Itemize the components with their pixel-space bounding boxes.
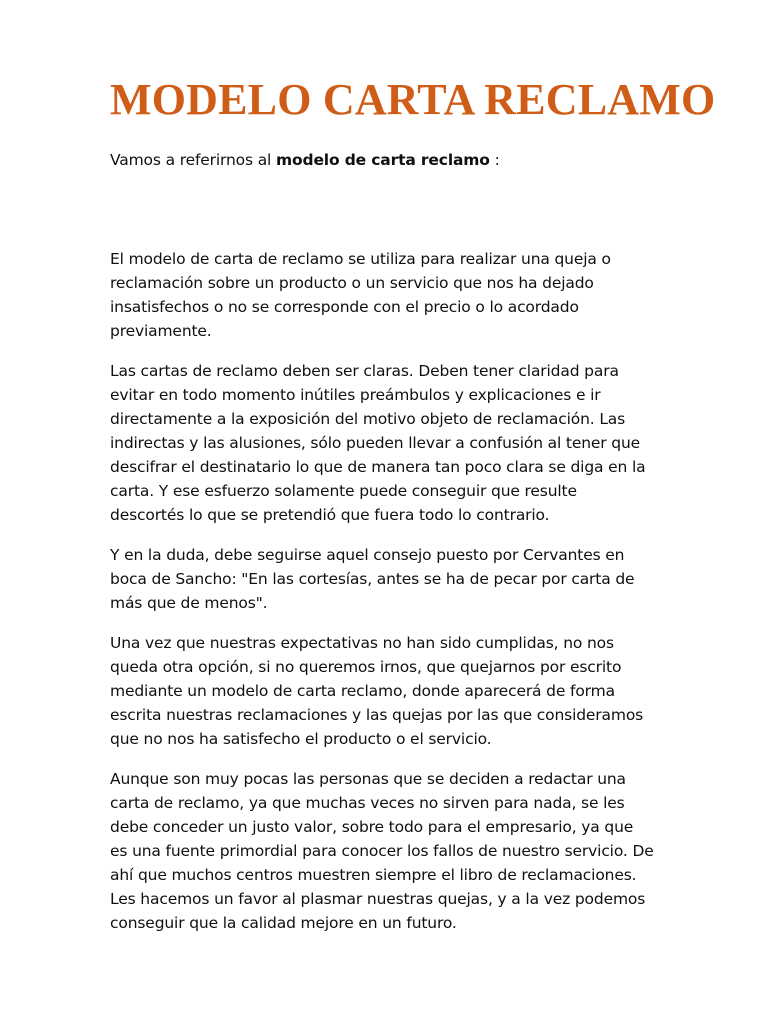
body-paragraph: El modelo de carta de reclamo se utiliza para realizar una queja o reclamación sobre un producto o un servicio que nos ha dejado insatisfechos o no se corresponde con el precio o lo acordado previamente.: [110, 250, 611, 340]
body-paragraph: Una vez que nuestras expectativas no han sido cumplidas, no nos queda otra opción, si no queremos irnos, que quejarnos por escrito mediante un modelo de carta reclamo, donde aparecerá de forma escrita nuestras reclamaciones y las quejas por las que consideramos que no nos ha satisfecho el producto o el servicio.: [110, 634, 644, 748]
body-paragraph: Aunque son muy pocas las personas que se deciden a redactar una carta de reclamo, ya que muchas veces no sirven para nada, se les debe conceder un justo valor, sobre todo para el empresario, ya que es una fuente primordial para conocer los fallos de nuestro servicio. De ahí que muchos centros muestren siempre el libro de reclamaciones. Les hacemos un favor al plasmar nuestras quejas, y a la vez podemos conseguir que la calidad mejore en un futuro.: [110, 770, 654, 932]
lead-emphasis-text: modelo de carta reclamo: [276, 151, 490, 169]
body-paragraph: Y en la duda, debe seguirse aquel consejo puesto por Cervantes en boca de Sancho: "En las cortesías, antes se ha de pecar por carta de más que de menos".: [110, 546, 635, 612]
document-body: [110, 0, 716, 935]
body-paragraph: Las cartas de reclamo deben ser claras. Deben tener claridad para evitar en todo momento inútiles preámbulos y explicaciones e ir directamente a la exposición del motivo objeto de reclamación. Las indirectas y las alusiones, sólo pueden llevar a confusión al tener que descifrar el destinatario lo que de manera tan poco clara se diga en la carta. Y ese esfuerzo solamente puede conseguir que resulte descortés lo que se pretendió que fuera todo lo contrario.: [110, 362, 646, 524]
lead-suffix-text: :: [489, 151, 500, 169]
page-title: MODELO CARTA RECLAMO: [110, 75, 716, 124]
lead-prefix-text: Vamos a referirnos al: [110, 151, 276, 169]
lead-paragraph: [110, 122, 655, 172]
